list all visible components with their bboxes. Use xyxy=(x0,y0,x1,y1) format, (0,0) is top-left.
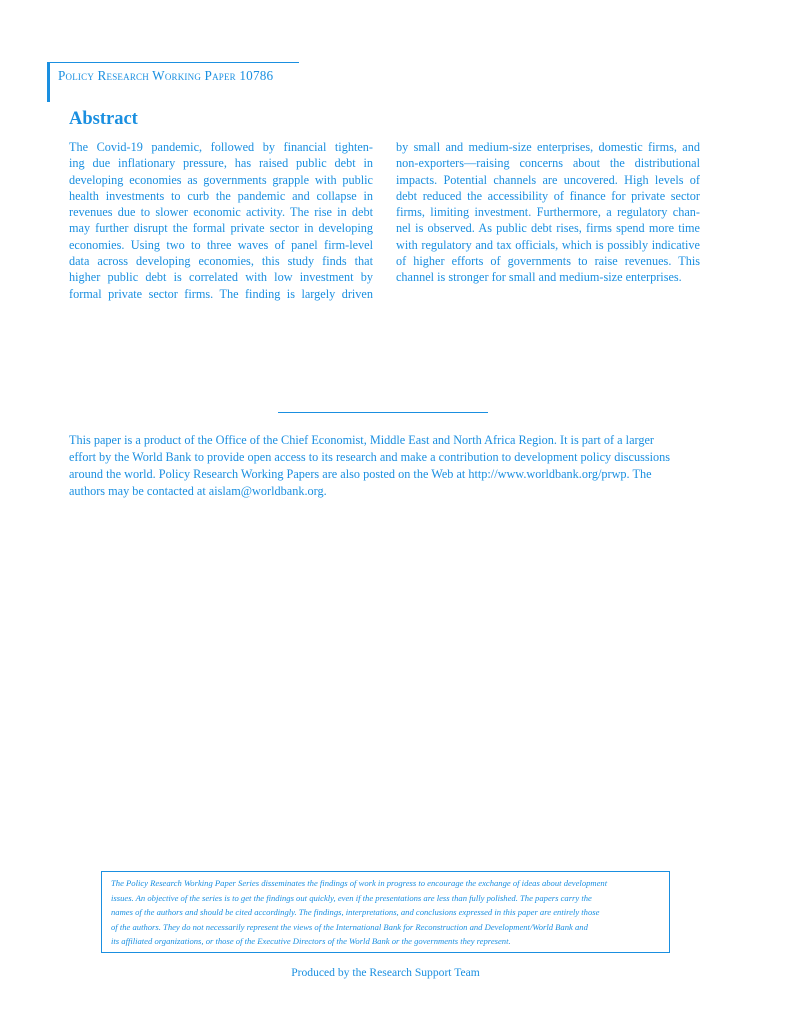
abstract-line: impacts. Potential channels are uncovered. High levels of xyxy=(396,172,700,187)
abstract-left-column xyxy=(69,139,373,302)
abstract-line: of higher efforts of governments to raise revenues. This xyxy=(396,254,700,269)
abstract-line: may further disrupt the formal private sector in developing xyxy=(69,221,373,236)
abstract-line: nel is observed. As public debt rises, firms spend more time xyxy=(396,221,700,236)
abstract-line: with regulatory and tax officials, which is possibly indicative xyxy=(396,237,700,252)
abstract-line: data across developing economies, this study finds that xyxy=(69,254,373,269)
disclaimer-line: The Policy Research Working Paper Series disseminates the findings of work in progress to encourage the exchange of ideas about development xyxy=(111,878,608,888)
disclaimer-box xyxy=(101,871,670,953)
abstract-line: firms, limiting investment. Furthermore, a regulatory chan- xyxy=(396,205,700,220)
abstract-line: revenues due to slower economic activity. The rise in debt xyxy=(69,205,373,220)
footer-credit: Produced by the Research Support Team xyxy=(291,966,480,979)
disclaimer-line: names of the authors and should be cited accordingly. The findings, interpretations, and conclusions expressed in this paper are entirely those xyxy=(111,907,600,917)
abstract-line: developing economies as governments grapple with public xyxy=(69,172,373,187)
disclaimer-line: of the authors. They do not necessarily represent the views of the International Bank for Reconstruction and Development/World Bank and xyxy=(111,921,588,932)
abstract-line: The Covid-19 pandemic, followed by financial tighten- xyxy=(69,140,373,154)
abstract-line: economies. Using two to three waves of panel firm-level xyxy=(69,237,373,252)
product-note-line: This paper is a product of the Office of the Chief Economist, Middle East and North Africa Region. It is part of a larger xyxy=(69,433,655,447)
abstract-heading: Abstract xyxy=(69,109,138,129)
abstract-line: formal private sector firms. The finding is largely driven xyxy=(69,286,373,301)
disclaimer-line: its affiliated organizations, or those of the Executive Directors of the World Bank or the governments they represent. xyxy=(111,936,511,946)
series-header xyxy=(47,62,299,102)
product-note xyxy=(69,432,701,500)
series-label: Policy Research Working Paper 10786 xyxy=(58,68,274,83)
abstract-line: health investments to curb the pandemic and collapse in xyxy=(69,188,373,203)
abstract-line: debt reduced the accessibility of finance for private sector xyxy=(396,188,700,203)
section-divider xyxy=(278,412,488,413)
abstract-line: higher public debt is correlated with low investment by xyxy=(69,270,373,285)
product-note-line: authors may be contacted at aislam@worldbank.org. xyxy=(69,484,327,498)
abstract-line: channel is stronger for small and medium-size enterprises. xyxy=(396,270,682,285)
product-note-line: around the world. Policy Research Working Papers are also posted on the Web at http://www.worldbank.org/prwp. The xyxy=(69,467,652,481)
disclaimer-line: issues. An objective of the series is to get the findings out quickly, even if the presentations are less than fully polished. The papers carry the xyxy=(111,892,592,903)
abstract-line: ing due inflationary pressure, has raised public debt in xyxy=(69,156,373,171)
product-note-line: effort by the World Bank to provide open access to its research and make a contribution to development policy discussions xyxy=(69,450,671,464)
abstract-line: by small and medium-size enterprises, domestic firms, and xyxy=(396,140,700,154)
abstract-right-column xyxy=(396,139,700,286)
abstract-line: non-exporters—raising concerns about the distributional xyxy=(396,156,700,171)
